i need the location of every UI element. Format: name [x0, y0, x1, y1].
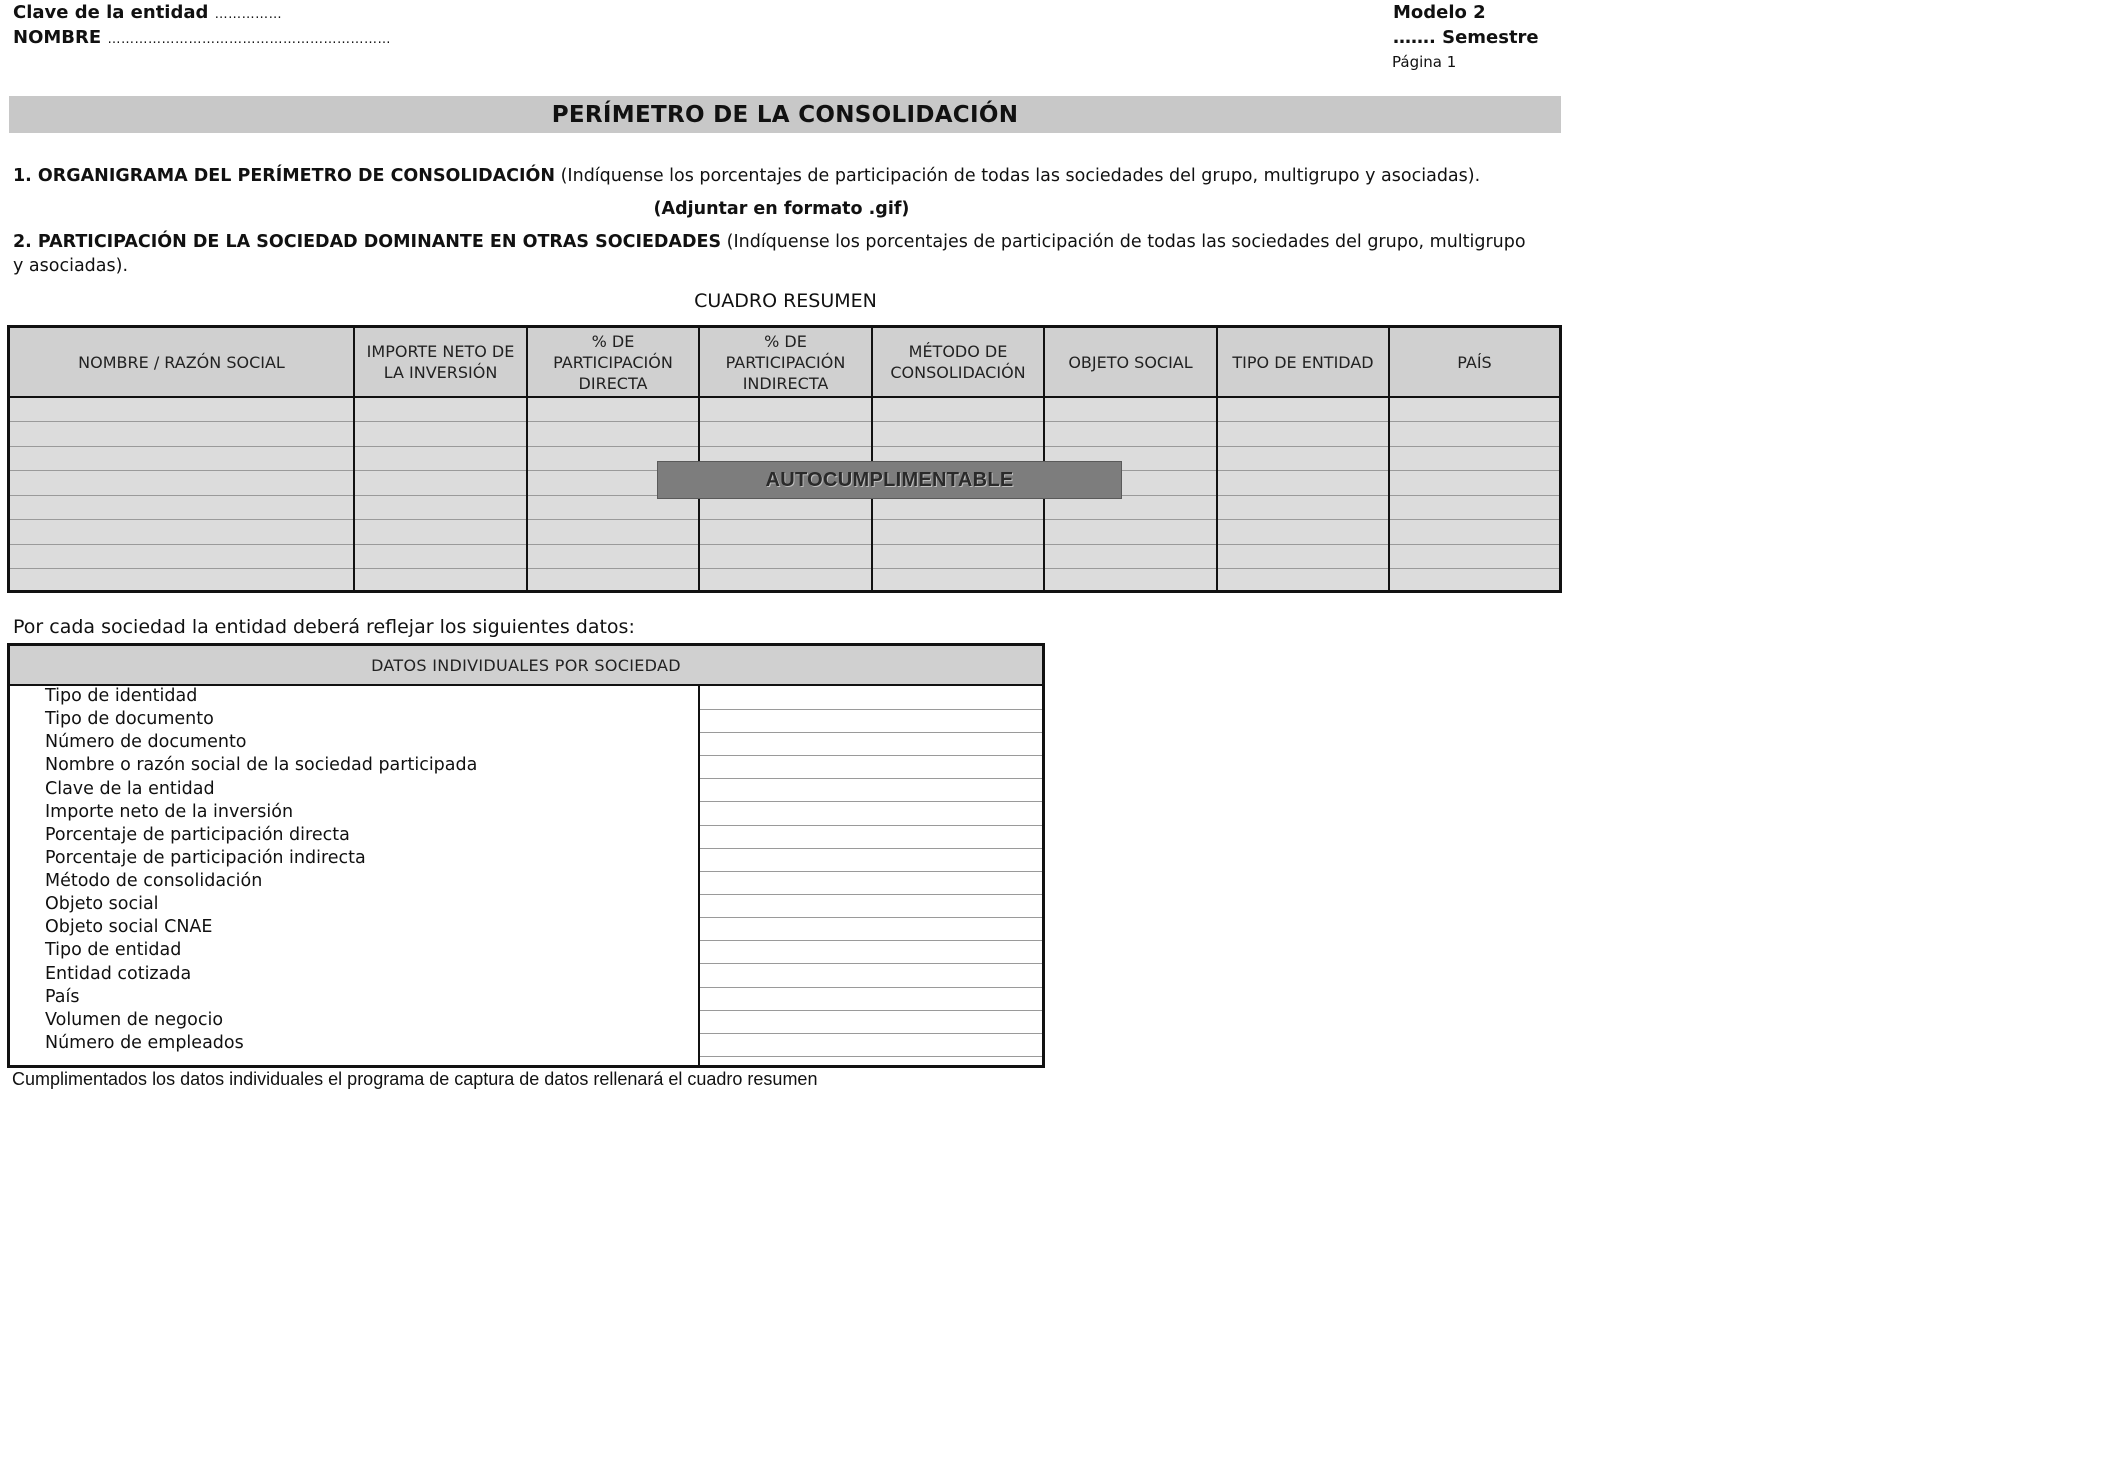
summary-table-header — [10, 328, 1559, 398]
table-row — [10, 568, 1559, 569]
auto-fill-stamp — [657, 461, 1122, 499]
list-item: Método de consolidación — [45, 871, 263, 891]
column-divider — [698, 686, 700, 1065]
table-row — [10, 446, 1559, 447]
value-cell-line — [700, 1010, 1042, 1011]
value-cell-line — [700, 917, 1042, 918]
list-item: Porcentaje de participación indirecta — [45, 848, 366, 868]
section-1-heading: 1. ORGANIGRAMA DEL PERÍMETRO DE CONSOLIDACIÓN — [13, 166, 556, 186]
summary-caption: CUADRO RESUMEN — [694, 290, 877, 312]
title-band — [9, 96, 1561, 133]
list-item: Objeto social CNAE — [45, 917, 213, 937]
column-divider — [1388, 398, 1390, 590]
col-header-country: PAÍS — [1457, 352, 1492, 372]
column-divider — [526, 398, 528, 590]
semester-label: ……. Semestre — [1393, 27, 1539, 48]
page-title: PERÍMETRO DE LA CONSOLIDACIÓN — [551, 101, 1019, 128]
entity-key-label: Clave de la entidad — [13, 2, 209, 23]
value-cell-line — [700, 755, 1042, 756]
list-item: Número de empleados — [45, 1033, 244, 1053]
value-cell-line — [700, 894, 1042, 895]
value-cell-line — [700, 987, 1042, 988]
col-header-direct-pct: % DE PARTICIPACIÓN DIRECTA — [528, 328, 700, 396]
entity-key-dots: …………… — [214, 7, 283, 22]
col-header-entity-type: TIPO DE ENTIDAD — [1218, 328, 1390, 396]
list-item: Objeto social — [45, 894, 159, 914]
value-cell-line — [700, 1056, 1042, 1057]
page-number: Página 1 — [1392, 53, 1457, 71]
list-item: Importe neto de la inversión — [45, 802, 294, 822]
value-cell-line — [700, 871, 1042, 872]
footer-note: Cumplimentados los datos individuales el programa de captura de datos rellenará el cuadro resumen — [12, 1069, 818, 1089]
col-header-social-object: OBJETO SOCIAL — [1045, 328, 1218, 396]
auto-fill-stamp-label: AUTOCUMPLIMENTABLE — [765, 468, 1014, 491]
list-item: Tipo de documento — [45, 709, 214, 729]
col-header-investment: IMPORTE NETO DE LA INVERSIÓN — [355, 328, 528, 396]
summary-table — [7, 325, 1562, 593]
table-row — [10, 519, 1559, 520]
list-item: Volumen de negocio — [45, 1010, 224, 1030]
entity-name-dots: ……………………………………………………… — [107, 32, 391, 47]
value-cell-line — [700, 1033, 1042, 1034]
table-row — [10, 544, 1559, 545]
entity-name-line — [13, 27, 391, 48]
col-header-method: MÉTODO DE CONSOLIDACIÓN — [873, 328, 1045, 396]
list-item: Entidad cotizada — [45, 964, 192, 984]
value-cell-line — [700, 778, 1042, 779]
list-item: Nombre o razón social de la sociedad participada — [45, 755, 478, 775]
col-header-indirect-pct: % DE PARTICIPACIÓN INDIRECTA — [700, 328, 873, 396]
list-item: Tipo de identidad — [45, 686, 198, 706]
section-1 — [13, 164, 1558, 188]
list-item: Tipo de entidad — [45, 940, 182, 960]
value-cell-line — [700, 963, 1042, 964]
section-2-text: (Indíquense los porcentajes de participación de todas las sociedades del grupo, multigrupo y asociadas). — [13, 232, 1526, 276]
column-divider — [1216, 398, 1218, 590]
table-row — [10, 421, 1559, 422]
value-cell-line — [700, 940, 1042, 941]
attach-gif-note: (Adjuntar en formato .gif) — [653, 199, 910, 219]
list-item: Número de documento — [45, 732, 247, 752]
model-label: Modelo 2 — [1393, 2, 1486, 23]
section-1-text: (Indíquense los porcentajes de participación de todas las sociedades del grupo, multigrupo y asociadas). — [555, 166, 1481, 186]
value-cell-line — [700, 709, 1042, 710]
value-cell-line — [700, 801, 1042, 802]
entity-name-label: NOMBRE — [13, 27, 102, 48]
value-cell-line — [700, 732, 1042, 733]
section-2-heading: 2. PARTICIPACIÓN DE LA SOCIEDAD DOMINANTE EN OTRAS SOCIEDADES — [13, 232, 722, 252]
list-item: Clave de la entidad — [45, 779, 215, 799]
list-item: Porcentaje de participación directa — [45, 825, 350, 845]
col-header-name: NOMBRE / RAZÓN SOCIAL — [10, 328, 355, 396]
individual-data-intro: Por cada sociedad la entidad deberá reflejar los siguientes datos: — [13, 616, 635, 638]
individual-data-header: DATOS INDIVIDUALES POR SOCIEDAD — [10, 646, 1042, 686]
section-2 — [13, 230, 1538, 278]
list-item: País — [45, 987, 80, 1007]
value-cell-line — [700, 825, 1042, 826]
value-cell-line — [700, 848, 1042, 849]
individual-data-table — [7, 643, 1045, 1068]
column-divider — [353, 398, 355, 590]
entity-key-line — [13, 2, 282, 23]
